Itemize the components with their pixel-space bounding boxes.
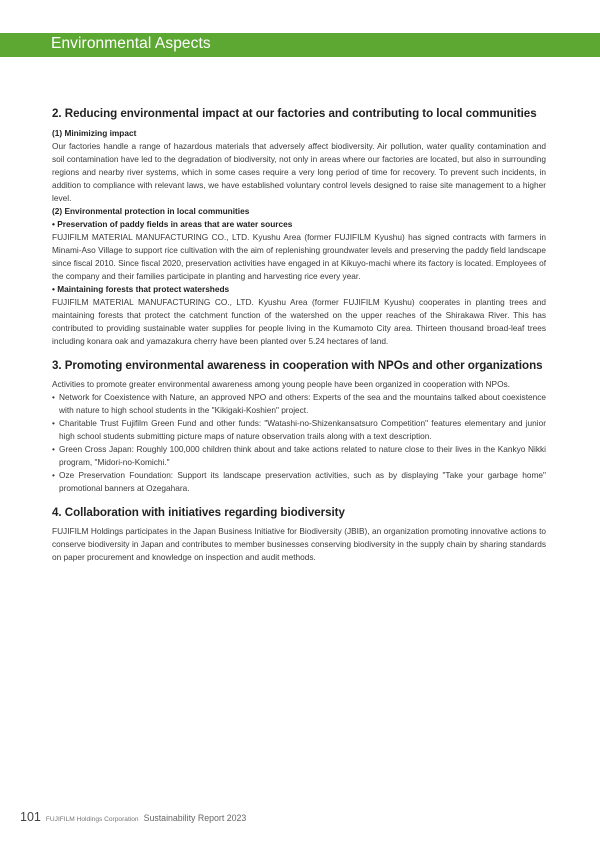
forests-body: FUJIFILM MATERIAL MANUFACTURING CO., LTD. Kyushu Area (former FUJIFILM Kyushu) cooperates in planting trees and maintaining forests that protect the catchment function of the watershed on the upper reaches of the Shirakawa River. This has contributed to providing sustainable water supplies for people living in the Kumamoto City area. Thirteen thousand broad-leaf trees including konara oak and yamazakura cherry have been planted over 5.24 hectares of land. bbox=[52, 297, 546, 346]
list-item: • Green Cross Japan: Roughly 100,000 children think about and take actions related to nature close to their lives in the Kankyo Nikki program, "Midori-no-Komichi." bbox=[52, 443, 546, 469]
section-2 bbox=[52, 106, 546, 348]
section-4-body: FUJIFILM Holdings participates in the Japan Business Initiative for Biodiversity (JBIB), an organization promoting innovative actions to conserve biodiversity in Japan and contributes to member businesses conserving biodiversity in the supply chain by sharing standards on paper procurement and knowledge on inspection and audit methods. bbox=[52, 526, 546, 562]
main-content bbox=[52, 106, 546, 564]
subsection-2-title: (2) Environmental protection in local communities bbox=[52, 206, 250, 216]
paddy-fields-title: • Preservation of paddy fields in areas that are water sources bbox=[52, 219, 293, 229]
section-header-bar bbox=[0, 33, 600, 57]
section-4-heading: 4. Collaboration with initiatives regarding biodiversity bbox=[52, 506, 345, 519]
page-number: 101 bbox=[20, 810, 41, 824]
page-footer bbox=[20, 810, 246, 824]
section-2-heading: 2. Reducing environmental impact at our factories and contributing to local communities bbox=[52, 107, 537, 120]
forests-title: • Maintaining forests that protect watersheds bbox=[52, 284, 230, 294]
section-title: Environmental Aspects bbox=[51, 35, 211, 52]
list-item: • Charitable Trust Fujifilm Green Fund and other funds: "Watashi-no-Shizenkansatsuro Competition" features elementary and junior high school students submitting picture maps of nature observation trails along with a text description. bbox=[52, 417, 546, 443]
footer-report-title: Sustainability Report 2023 bbox=[143, 813, 247, 823]
list-item: • Network for Coexistence with Nature, an approved NPO and others: Experts of the sea and the mountains talked about coexistence with nature to high school students in the "Kikigaki-Koshien" project. bbox=[52, 391, 546, 417]
section-3-intro: Activities to promote greater environmental awareness among young people have been organized in cooperation with NPOs. bbox=[52, 379, 510, 389]
subsection-1-title: (1) Minimizing impact bbox=[52, 128, 137, 138]
footer-brand: FUJIFILM Holdings Corporation bbox=[45, 816, 139, 823]
section-3 bbox=[52, 358, 546, 495]
npo-activity-list bbox=[52, 391, 546, 495]
list-item: • Oze Preservation Foundation: Support its landscape preservation activities, such as by displaying "Take your garbage home" promotional banners at Ozegahara. bbox=[52, 469, 546, 495]
section-3-heading: 3. Promoting environmental awareness in cooperation with NPOs and other organizations bbox=[52, 359, 543, 372]
subsection-1-body: Our factories handle a range of hazardous materials that adversely affect biodiversity. Air pollution, water quality contamination and soil contamination have led to the degradation of biodiversity, not only in areas where our factories are located, but also in surrounding regions and nearby river systems, which in some cases require a very long period of time for recovery. To prevent such incidents, in addition to compliance with relevant laws, we have established voluntary control levels designed to raise site management to a higher level. bbox=[52, 141, 546, 203]
paddy-fields-body: FUJIFILM MATERIAL MANUFACTURING CO., LTD. Kyushu Area (former FUJIFILM Kyushu) has signed contracts with farmers in Minami-Aso Village to support rice cultivation with the aim of replenishing groundwater levels and preserving the paddy field landscape since fiscal 2010. Since fiscal 2020, preservation activities have engaged in at Kikuyo-machi where its factory is located. Employees of the company and their families participate in planting and harvesting rice every year. bbox=[52, 232, 546, 281]
section-4 bbox=[52, 505, 546, 564]
